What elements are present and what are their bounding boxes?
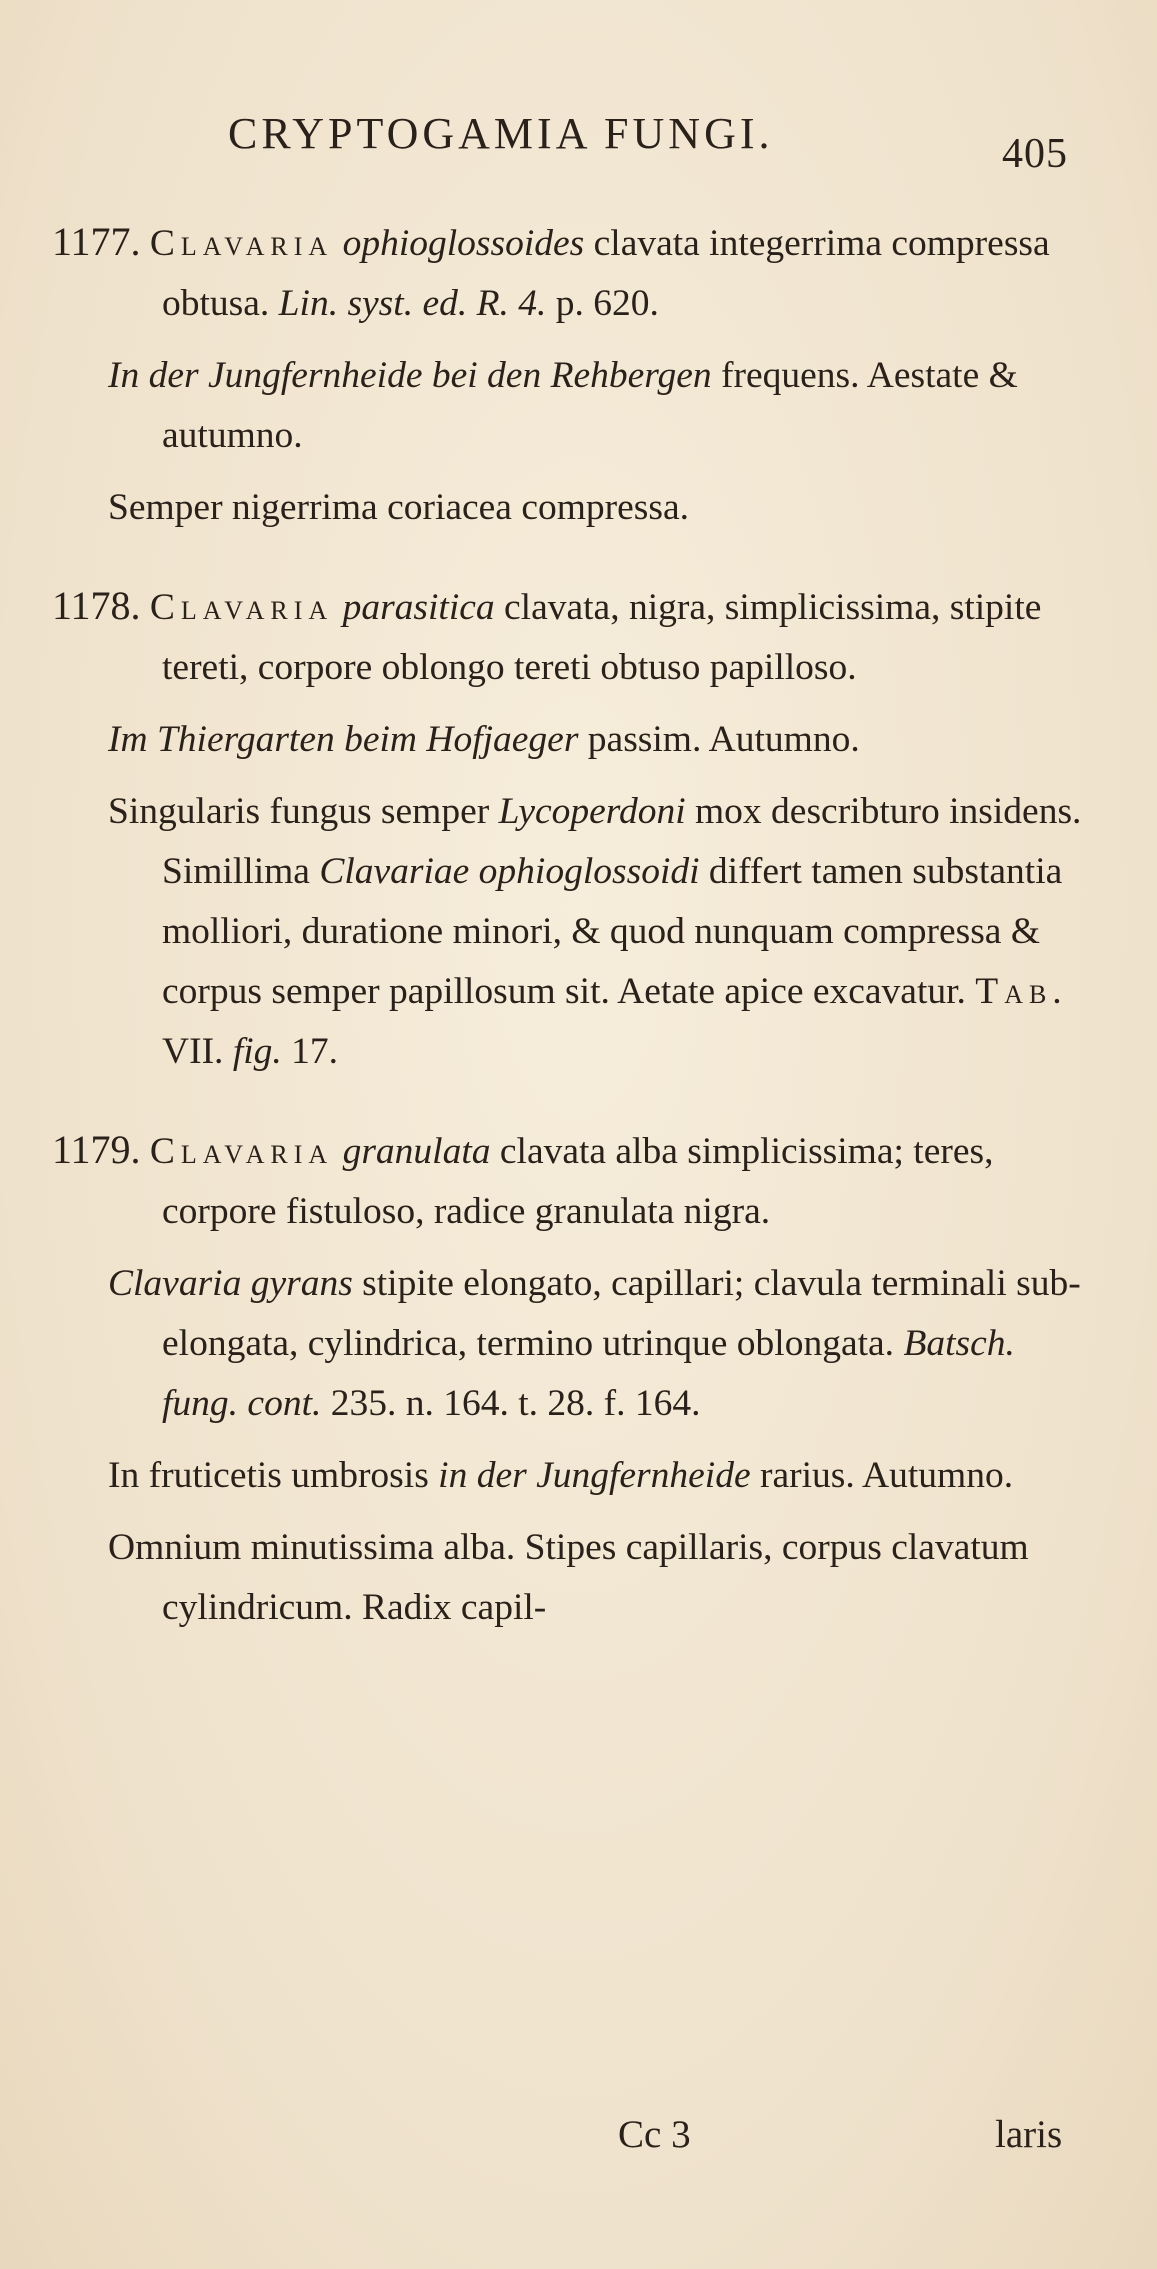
habitat-text: In fruticetis umbrosis — [108, 1455, 429, 1496]
note-reference: Clavariae ophioglossoidi — [319, 851, 700, 892]
entry-note — [52, 478, 1092, 538]
species-entry — [52, 212, 1092, 538]
entry-number: 1177. — [52, 219, 141, 264]
synonym-text: stipite elongato, capillari; clavula terminali sub-elongata, cylindrica, termino utrinque oblongata. — [162, 1263, 1081, 1364]
note-text: Semper nigerrima coriacea compressa. — [108, 487, 689, 528]
entry-diagnosis — [52, 576, 1092, 698]
entry-habitat — [52, 346, 1092, 466]
synonym-citation: Batsch. fung. cont. — [162, 1323, 1015, 1424]
entry-diagnosis — [52, 1120, 1092, 1242]
entry-synonym — [52, 1254, 1092, 1434]
diagnosis-text: clavata, nigra, simplicissima, stipite tereti, corpore oblongo tereti obtuso papilloso. — [162, 587, 1042, 688]
note-text: differt tamen substantia molliori, duratione minori, & quod nunquam compressa & corpus semper papillosum sit. Aetate apice excavatur. — [162, 851, 1063, 1012]
species-name: granulata — [342, 1131, 491, 1172]
running-header — [228, 108, 1068, 177]
note-reference: Lycoperdoni — [498, 791, 686, 832]
habitat-text: rarius. Autumno. — [759, 1455, 1014, 1496]
genus-name: Clavaria — [149, 587, 334, 628]
catchword: laris — [995, 2113, 1063, 2156]
diagnosis-text: clavata alba simplicissima; teres, corpore fistuloso, radice granulata nigra. — [162, 1131, 994, 1232]
citation: Lin. syst. ed. R. 4. — [278, 283, 547, 324]
genus-name: Clavaria — [149, 1131, 334, 1172]
entry-habitat — [52, 710, 1092, 770]
entry-diagnosis — [52, 212, 1092, 334]
diagnosis-text: clavata integerrima compressa obtusa. — [162, 223, 1050, 324]
synonym-citation-detail: 235. n. 164. t. 28. f. 164. — [330, 1383, 701, 1424]
habitat-text: passim. Autumno. — [587, 719, 860, 760]
synonym-name: Clavaria gyrans — [108, 1263, 353, 1304]
figure-label: fig. — [232, 1031, 282, 1072]
habitat-location: in der Jungfernheide — [438, 1455, 751, 1496]
entry-number: 1178. — [52, 583, 141, 628]
figure-number: 17. — [291, 1031, 339, 1072]
habitat-location: In der Jungfernheide bei den Rehbergen — [108, 355, 712, 396]
note-text: Singularis fungus semper — [108, 791, 490, 832]
plate-label: Tab. — [975, 971, 1068, 1012]
note-text: Omnium minutissima alba. Stipes capillaris, corpus clavatum cylindricum. Radix capil- — [108, 1527, 1029, 1628]
species-entry — [52, 576, 1092, 1082]
signature-mark: Cc 3 — [618, 2113, 691, 2156]
habitat-text: frequens. Aestate & autumno. — [162, 355, 1018, 456]
species-entry — [52, 1120, 1092, 1638]
entry-number: 1179. — [52, 1127, 141, 1172]
citation-page: p. 620. — [555, 283, 659, 324]
genus-name: Clavaria — [149, 223, 334, 264]
species-name: parasitica — [342, 587, 495, 628]
entry-note — [52, 1518, 1092, 1638]
page-body — [52, 212, 1092, 1676]
habitat-location: Im Thiergarten beim Hofjaeger — [108, 719, 579, 760]
species-name: ophioglossoides — [342, 223, 585, 264]
plate-number: VII. — [162, 1031, 224, 1072]
entry-note — [52, 782, 1092, 1082]
running-title: CRYPTOGAMIA FUNGI. — [228, 109, 774, 158]
entry-habitat — [52, 1446, 1092, 1506]
page-number: 405 — [1002, 131, 1068, 177]
note-text: mox describturo insidens. Simillima — [162, 791, 1082, 892]
page-footer — [0, 2112, 1157, 2172]
